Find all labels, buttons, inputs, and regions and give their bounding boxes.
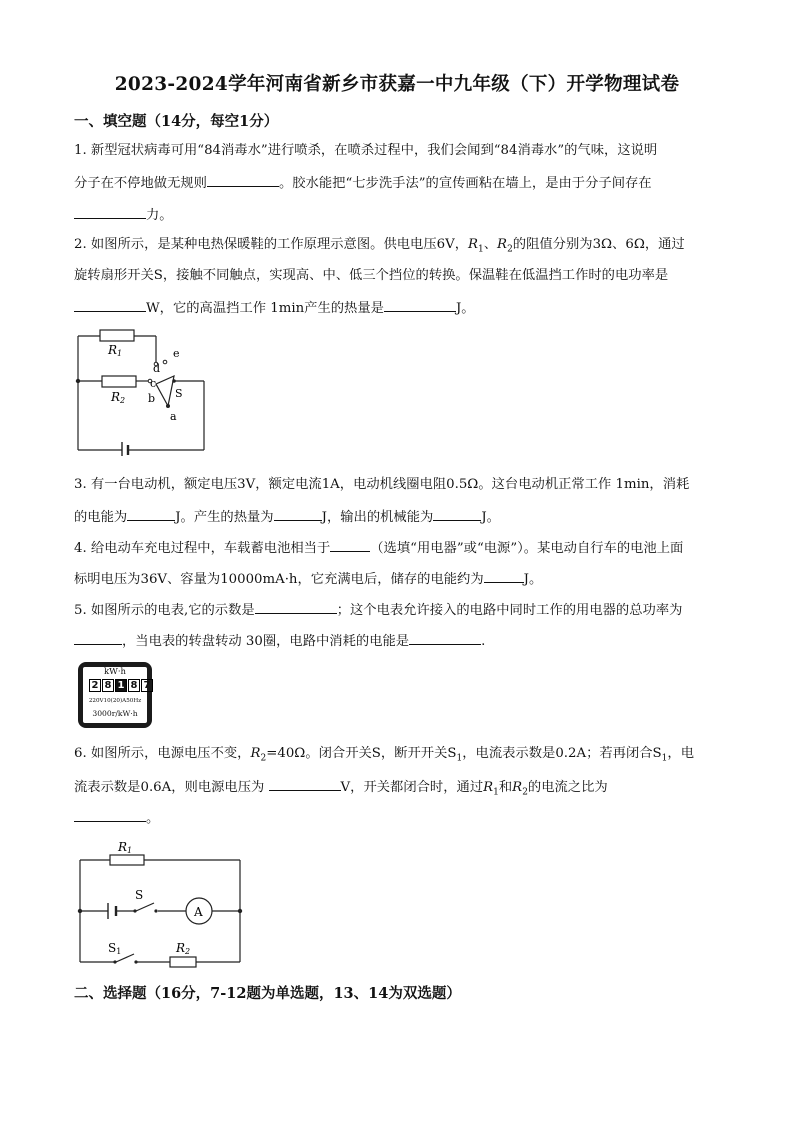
electricity-meter: [78, 662, 152, 728]
contact-d-label: d: [153, 362, 161, 375]
q1-line-1: 1. 新型冠状病毒可用“84消毒水”进行喷杀，在喷杀过程中，我们会闻到“84消毒水”的气味，这说明: [74, 143, 658, 158]
meter-digit-decimal: 7: [141, 679, 153, 692]
switch-s-label: S: [175, 387, 183, 400]
contact-c-label: c: [150, 377, 157, 390]
q3-line-2: 的电能为 J。产生的热量为 J，输出的机械能为 J。: [74, 506, 500, 528]
q3-line-1: 3. 有一台电动机，额定电压3V，额定电流1A，电动机线圈电阻0.5Ω。这台电动机正常工作 1min，消耗: [74, 477, 690, 492]
switch-s-label: S: [135, 888, 144, 902]
q2-line-2: 旋转扇形开关S，接触不同触点，实现高、中、低三个挡位的转换。保温鞋在低温挡工作时的电功率是: [74, 268, 669, 283]
answer-blank: [207, 172, 279, 187]
q6-line-1: 6. 如图所示，电源电压不变，$R_2=40\Omega$。闭合开关S，断开开关$S_1$，电流表示数是0.2A；若再闭合$S_1$，电: [74, 746, 694, 764]
answer-blank: [409, 630, 481, 645]
q6-line-2: 流表示数是0.6A，则电源电压为 V，开关都闭合时，通过$R_1$和$R_2$的电流之比为: [74, 776, 608, 803]
meter-unit: kW·h: [103, 667, 127, 677]
q1-line-2: 分子在不停地做无规则 。胶水能把“七步洗手法”的宣传画粘在墙上，是由于分子间存在: [74, 172, 652, 194]
answer-blank: [74, 630, 122, 645]
contact-e-label: e: [173, 347, 180, 360]
answer-blank: [384, 297, 456, 312]
meter-digit: 1: [115, 679, 127, 692]
meter-digits: [89, 679, 154, 692]
answer-blank: [433, 506, 481, 521]
q4-line-2: 标明电压为36V、容量为10000mA·h，它充满电后，储存的电能约为 J。: [74, 568, 542, 590]
q5-line-2: ，当电表的转盘转动 30圈，电路中消耗的电能是 .: [74, 630, 485, 652]
answer-blank: [127, 506, 175, 521]
ammeter-label: A: [194, 905, 203, 919]
meter-digit: 8: [102, 679, 114, 692]
ammeter-circuit-diagram: [70, 838, 250, 968]
r1-label: R1: [108, 343, 123, 358]
q4-line-1: 4. 给电动车充电过程中，车载蓄电池相当于 （选填“用电器”或“电源”）。某电动自行车的电池上面: [74, 537, 683, 559]
switch-s1-label: S1: [108, 941, 122, 956]
answer-blank: [74, 204, 146, 219]
q6-line-3: 。: [74, 807, 159, 829]
answer-blank: [484, 568, 524, 583]
answer-blank: [255, 599, 337, 614]
section-heading-fill-blank: 一、填空题（14分，每空1分）: [74, 113, 279, 130]
answer-blank: [330, 537, 370, 552]
r1-label: R1: [118, 840, 133, 855]
q2-line-3: W，它的高温挡工作 1min产生的热量是 J。: [74, 297, 475, 319]
meter-revolutions: 3000r/kW·h: [92, 709, 138, 718]
contact-b-label: b: [148, 392, 156, 405]
page-title: 2023-2024学年河南省新乡市获嘉一中九年级（下）开学物理试卷: [114, 74, 680, 95]
q2-line-1: 2. 如图所示，是某种电热保暖鞋的工作原理示意图。供电电压6V，$R_1$、$R_2$的阻值分别为3Ω、6Ω，通过: [74, 237, 685, 255]
meter-digit: 8: [128, 679, 140, 692]
section-heading-multiple-choice: 二、选择题（16分，7-12题为单选题，13、14为双选题）: [74, 985, 461, 1002]
r2-label: R2: [111, 390, 126, 405]
meter-spec: 220V10(20)A50Hz: [88, 698, 142, 704]
meter-face: [83, 667, 151, 723]
contact-a-label: a: [170, 410, 177, 423]
answer-blank: [274, 506, 322, 521]
q5-line-1: 5. 如图所示的电表,它的示数是 ；这个电表允许接入的电路中同时工作的用电器的总功率为: [74, 599, 682, 621]
heated-shoe-circuit-diagram: [70, 326, 220, 456]
r2-label: R2: [176, 941, 191, 956]
answer-blank: [74, 807, 146, 822]
q1-line-3: 力。: [74, 204, 173, 226]
meter-digit: 2: [89, 679, 101, 692]
answer-blank: [269, 776, 341, 791]
answer-blank: [74, 297, 146, 312]
